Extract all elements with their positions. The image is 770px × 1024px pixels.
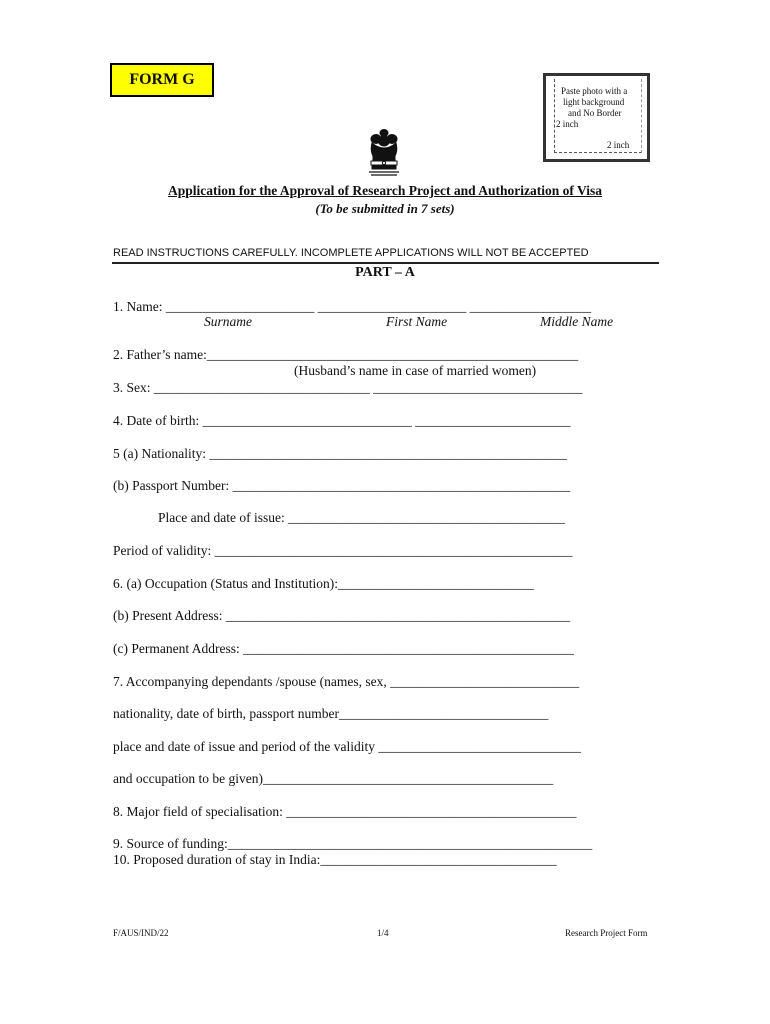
form-subtitle: (To be submitted in 7 sets): [315, 201, 455, 216]
part-heading: PART – A: [355, 265, 415, 280]
form-badge: FORM G: [110, 63, 214, 97]
dob-field[interactable]: 4. Date of birth: _______________________________ _______________________: [113, 413, 571, 428]
duration-field[interactable]: 10. Proposed duration of stay in India:___________________________________: [113, 852, 557, 867]
form-title: Application for the Approval of Research Project and Authorization of Visa: [168, 183, 602, 198]
present-address-field[interactable]: (b) Present Address: ___________________________________________________: [113, 608, 571, 623]
name-field[interactable]: 1. Name: ______________________ ______________________ __________________: [113, 299, 592, 314]
footer-form-name: Research Project Form: [565, 928, 648, 938]
middle-name-label: Middle Name: [540, 314, 614, 329]
first-name-label: First Name: [386, 314, 448, 329]
surname-label: Surname: [204, 314, 252, 329]
photo-text-2: light background: [563, 97, 625, 107]
specialisation-field[interactable]: 8. Major field of specialisation: ___________________________________________: [113, 804, 577, 819]
dependants-field-3[interactable]: place and date of issue and period of the validity ______________________________: [113, 739, 581, 754]
photo-box: [543, 73, 650, 162]
photo-text-1: Paste photo with a: [561, 86, 628, 96]
passport-number-field[interactable]: (b) Passport Number: __________________________________________________: [113, 478, 571, 493]
validity-field[interactable]: Period of validity: _____________________________________________________: [113, 543, 573, 558]
photo-box-inner: [554, 79, 642, 153]
photo-text-3: and No Border: [568, 108, 622, 118]
place-date-issue-field[interactable]: Place and date of issue: _________________________________________: [158, 510, 565, 525]
dependants-field-1[interactable]: 7. Accompanying dependants /spouse (names, sex, ____________________________: [113, 674, 580, 689]
permanent-address-field[interactable]: (c) Permanent Address: _________________________________________________: [113, 641, 574, 656]
national-emblem-icon: [364, 128, 404, 180]
nationality-field[interactable]: 5 (a) Nationality: _____________________________________________________: [113, 446, 568, 461]
photo-height-text: 2 inch: [556, 119, 579, 129]
father-name-note: (Husband’s name in case of married women): [294, 363, 537, 378]
instruction-text: READ INSTRUCTIONS CAREFULLY. INCOMPLETE APPLICATIONS WILL NOT BE ACCEPTED: [113, 247, 589, 259]
funding-field[interactable]: 9. Source of funding:______________________________________________________: [113, 836, 593, 851]
sex-field[interactable]: 3. Sex: ________________________________ _______________________________: [113, 380, 583, 395]
father-name-field[interactable]: 2. Father’s name:_______________________________________________________: [113, 347, 579, 362]
divider: [112, 262, 659, 264]
dependants-field-4[interactable]: and occupation to be given)___________________________________________: [113, 771, 554, 786]
footer-code: F/AUS/IND/22: [113, 928, 169, 938]
page-number: 1/4: [377, 928, 389, 938]
occupation-field[interactable]: 6. (a) Occupation (Status and Institution):_____________________________: [113, 576, 534, 591]
photo-width-text: 2 inch: [607, 140, 630, 150]
dependants-field-2[interactable]: nationality, date of birth, passport number_______________________________: [113, 706, 549, 721]
